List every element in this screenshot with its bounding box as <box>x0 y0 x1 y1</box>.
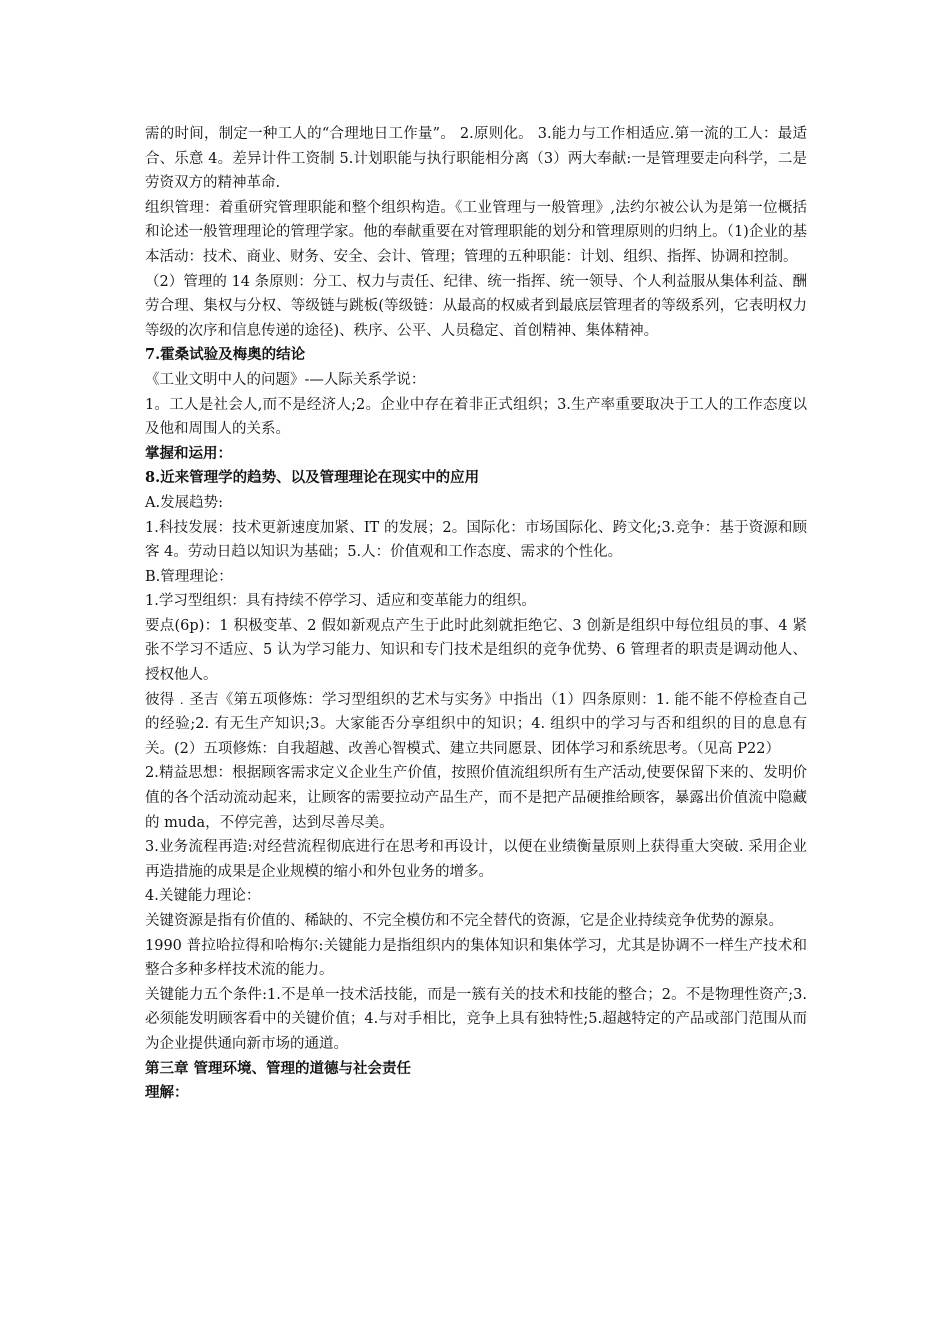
paragraph-14-principles: （2）管理的 14 条原则：分工、权力与责任、纪律、统一指挥、统一领导、个人利益服从集体利益、酬劳合理、集权与分权、等级链与跳板(等级链：从最高的权威者到最底层管理者的等级系列，它表明权力等级的次序和信息传递的途径)、秩序、公平、人员稳定、首创精神、集体精神。 <box>145 273 807 339</box>
heading-trends: 8.近来管理学的趋势、以及管理理论在现实中的应用 <box>145 469 480 487</box>
paragraph-core-competence-label: 4.关键能力理论： <box>145 888 261 905</box>
paragraph-prahalad-hamel: 1990 普拉哈拉得和哈梅尔:关键能力是指组织内的集体知识和集体学习，尤其是协调不一样生产技术和整合多种多样技术流的能力。 <box>145 937 807 979</box>
paragraph-social-man: 1。工人是社会人,而不是经济人;2。企业中存在着非正式组织；3.生产率重要取决于工人的工作态度以及他和周围人的关系。 <box>145 396 807 438</box>
paragraph-trends-label: A.发展趋势: <box>145 494 223 511</box>
document-page <box>145 122 807 1106</box>
heading-chapter-three: 第三章 管理环境、管理的道德与社会责任 <box>145 1059 412 1077</box>
paragraph-senge: 彼得﹒圣吉《第五项修炼：学习型组织的艺术与实务》中指出（1）四条原则：1. 能不能不停检查自己的经验;2. 有无生产知识;3。大家能否分享组织中的知识；4. 组织中的学习与否和组织的目的息息有关。(2）五项修炼：自我超越、改善心智模式、建立共同愿景、团体学习和系统思考。（见高 P22） <box>145 691 807 757</box>
heading-hawthorne: 7.霍桑试验及梅奥的结论 <box>145 346 306 364</box>
paragraph-taylor-principles: 需的时间，制定一种工人的“合理地日工作量”。 2.原则化。 3.能力与工作相适应.第一流的工人：最适合、乐意 4。差异计件工资制 5.计划职能与执行职能相分离（3）两大奉献:一是管理要走向科学，二是劳资双方的精神革命. <box>145 126 807 192</box>
paragraph-lean: 2.精益思想：根据顾客需求定义企业生产价值，按照价值流组织所有生产活动,使要保留下来的、发明价值的各个活动流动起来，让顾客的需要拉动产品生产，而不是把产品硬推给顾客，暴露出价值流中隐藏的 muda，不停完善，达到尽善尽美。 <box>145 765 807 831</box>
paragraph-key-points: 要点(6p)：1 积极变革、2 假如新观点产生于此时此刻就拒绝它、3 创新是组织中每位组员的事、4 紧张不学习不适应、5 认为学习能力、知识和专门技术是组织的竞争优势、6 管理者的职责是调动他人、授权他人。 <box>145 617 807 684</box>
paragraph-theory-label: B.管理理论： <box>145 568 233 585</box>
paragraph-bpr: 3.业务流程再造:对经营流程彻底进行在思考和再设计，以便在业绩衡量原则上获得重大突破. 采用企业再造措施的成果是企业规模的缩小和外包业务的增多。 <box>145 839 807 880</box>
heading-understanding: 理解： <box>145 1084 189 1102</box>
heading-mastery: 掌握和运用： <box>145 444 232 462</box>
paragraph-five-conditions: 关键能力五个条件:1.不是单一技术活技能，而是一簇有关的技术和技能的整合；2。不是物理性资产;3.必须能发明顾客看中的关键价值；4.与对手相比，竞争上具有独特性;5.超越特定的产品或部门范围从而为企业提供通向新市场的通道。 <box>145 986 807 1052</box>
paragraph-learning-org: 1.学习型组织：具有持续不停学习、适应和变革能力的组织。 <box>145 593 536 610</box>
paragraph-key-resources: 关键资源是指有价值的、稀缺的、不完全模仿和不完全替代的资源，它是企业持续竞争优势的源泉。 <box>145 913 783 929</box>
paragraph-human-relations: 《工业文明中人的问题》-—人际关系学说： <box>145 371 426 388</box>
paragraph-organization-management: 组织管理：着重研究管理职能和整个组织构造。《工业管理与一般管理》,法约尔被公认为是第一位概括和论述一般管理理论的管理学家。他的奉献重要在对管理职能的划分和管理原则的归纳上。（1)企业的基本活动：技术、商业、财务、安全、会计、管理；管理的五种职能：计划、组织、指挥、协调和控制。 <box>145 199 807 265</box>
paragraph-trends-list: 1.科技发展：技术更新速度加紧、IT 的发展；2。国际化：市场国际化、跨文化;3.竞争：基于资源和顾客 4。劳动日趋以知识为基础；5.人：价值观和工作态度、需求的个性化。 <box>145 519 807 561</box>
